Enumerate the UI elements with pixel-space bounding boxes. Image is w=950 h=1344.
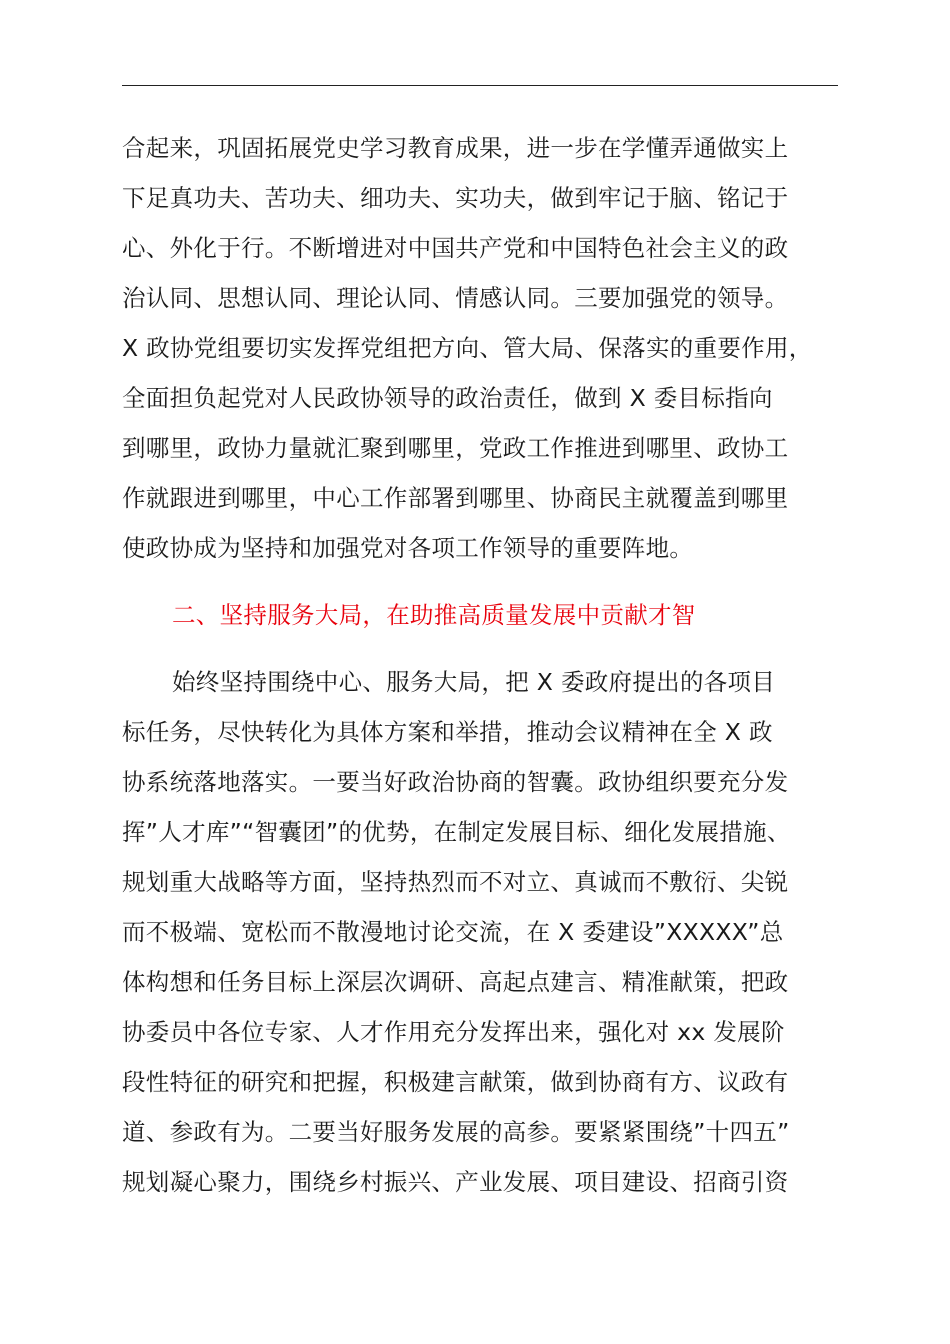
text-line: 体构想和任务目标上深层次调研、高起点建言、精准献策，把政 [122, 968, 789, 996]
text-line: 协系统落地落实。一要当好政治协商的智囊。政协组织要充分发 [122, 768, 789, 796]
section-heading: 二、坚持服务大局，在助推高质量发展中贡献才智 [172, 601, 696, 629]
paragraph-gap [122, 573, 842, 587]
text-line: 作就跟进到哪里，中心工作部署到哪里、协商民主就覆盖到哪里 [122, 484, 789, 512]
text-line: 下足真功夫、苦功夫、细功夫、实功夫，做到牢记于脑、铭记于 [122, 184, 789, 212]
text-line: 到哪里，政协力量就汇聚到哪里，党政工作推进到哪里、政协工 [122, 434, 789, 462]
text-line: 全面担负起党对人民政协领导的政治责任，做到 X 委目标指向 [122, 384, 773, 412]
document-body [122, 123, 842, 1207]
text-line: 规划凝心聚力，围绕乡村振兴、产业发展、项目建设、招商引资 [122, 1168, 789, 1196]
text-line: 合起来，巩固拓展党史学习教育成果，进一步在学懂弄通做实上 [122, 134, 789, 162]
text-line: 道、参政有为。二要当好服务发展的高参。要紧紧围绕”十四五” [122, 1118, 790, 1146]
paragraph-2 [122, 657, 842, 1207]
header-rule [122, 85, 838, 86]
text-line: 而不极端、宽松而不散漫地讨论交流，在 X 委建设”XXXXX”总 [122, 918, 784, 946]
text-line: 段性特征的研究和把握，积极建言献策，做到协商有方、议政有 [122, 1068, 789, 1096]
text-line: 协委员中各位专家、人才作用充分发挥出来，强化对 xx 发展阶 [122, 1018, 785, 1046]
text-line: 始终坚持围绕中心、服务大局，把 X 委政府提出的各项目 [172, 668, 776, 696]
paragraph-gap [122, 643, 842, 657]
text-line: X 政协党组要切实发挥党组把方向、管大局、保落实的重要作用， [122, 334, 813, 362]
text-line: 标任务，尽快转化为具体方案和举措，推动会议精神在全 X 政 [122, 718, 773, 746]
text-line: 挥”人才库”“智囊团”的优势，在制定发展目标、细化发展措施、 [122, 818, 791, 846]
text-line: 治认同、思想认同、理论认同、情感认同。三要加强党的领导。 [122, 284, 789, 312]
text-line: 规划重大战略等方面，坚持热烈而不对立、真诚而不敷衍、尖锐 [122, 868, 789, 896]
text-line: 心、外化于行。不断增进对中国共产党和中国特色社会主义的政 [122, 234, 789, 262]
paragraph-1 [122, 123, 842, 573]
text-line: 使政协成为坚持和加强党对各项工作领导的重要阵地。 [122, 534, 694, 562]
